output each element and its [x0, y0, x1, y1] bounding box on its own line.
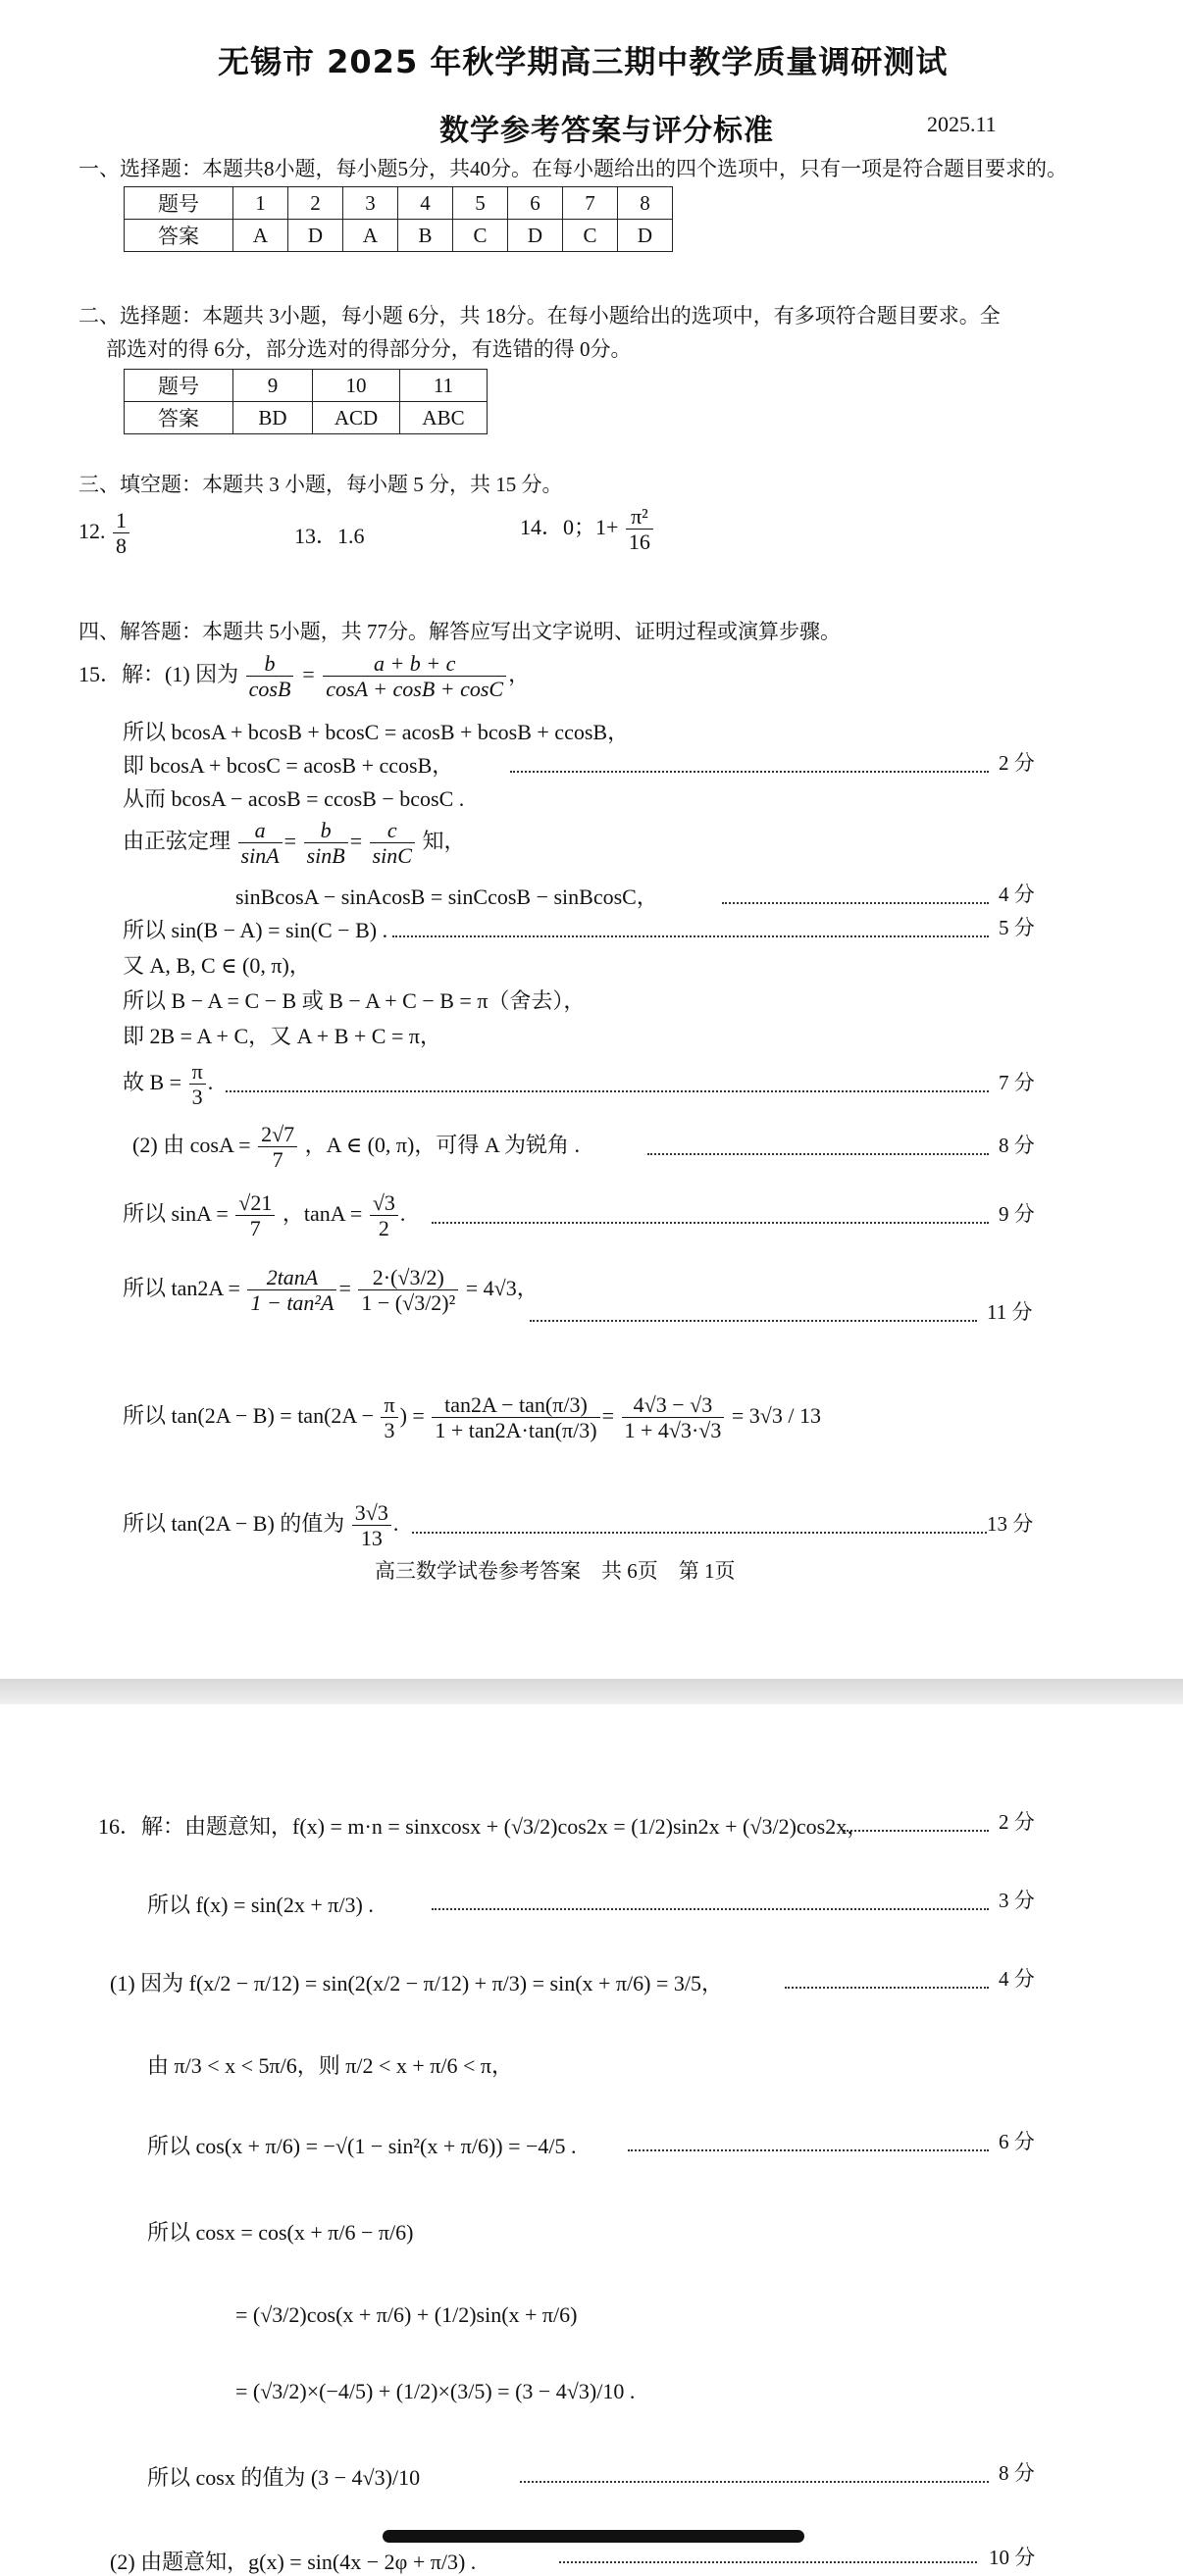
table-row	[125, 402, 488, 434]
fill-answer-14	[520, 504, 655, 555]
dot-leader	[559, 2561, 977, 2563]
q16-line-3: (1) 因为 f(x/2 − π/12) = sin(2(x/2 − π/12) + π/3) = sin(x + π/6) = 3/5，	[110, 1971, 724, 1995]
q15-line-11: 故 B = $\frac{\pi}{3}$ .	[123, 1059, 214, 1110]
tanA-label: ，tanA =	[282, 1200, 363, 1226]
q12-label: 12.	[78, 518, 106, 543]
q15-line-8: 又 A, B, C ∈ (0, π)，	[123, 953, 311, 978]
frac-num: a + b + c	[323, 651, 506, 677]
section-4-heading: 四、解答题：本题共 5小题，共 77分。解答应写出文字说明、证明过程或演算步骤。	[78, 620, 841, 643]
score-mark: 3 分	[999, 1889, 1035, 1912]
fraction	[113, 508, 129, 559]
table-cell: C	[563, 220, 618, 252]
table-cell: 5	[453, 187, 508, 220]
table-cell: B	[398, 220, 453, 252]
frac-den: sinC	[372, 843, 412, 869]
fraction	[381, 1392, 397, 1443]
fraction	[358, 1265, 458, 1316]
fraction	[432, 1392, 599, 1443]
fraction	[246, 651, 294, 702]
table-row	[125, 370, 488, 402]
frac-num: 2·(√3/2)	[358, 1265, 458, 1290]
table-cell: C	[453, 220, 508, 252]
frac-den: sinA	[240, 843, 280, 869]
dot-leader	[844, 1830, 989, 1832]
fraction	[304, 818, 348, 869]
table-cell: 10	[313, 370, 400, 402]
date-label: 2025.11	[927, 112, 997, 136]
fraction	[238, 818, 283, 869]
table-cell: 8	[618, 187, 673, 220]
dot-leader	[530, 1320, 977, 1322]
q15-line-16: 所以 tan(2A − B) 的值为 $\frac{3√3}{13}$ .	[123, 1500, 399, 1551]
dot-leader	[432, 1908, 989, 1910]
table-cell: 3	[343, 187, 398, 220]
q15-line-12	[132, 1122, 580, 1173]
tan2A-label: 所以 tan2A =	[123, 1275, 240, 1300]
dot-leader	[412, 1532, 987, 1534]
fraction	[352, 1500, 391, 1551]
frac-den: 3	[384, 1418, 395, 1443]
dot-leader	[785, 1987, 989, 1989]
answer-table-2	[124, 369, 488, 434]
frac-num: √3	[370, 1190, 398, 1216]
q15-line-15: 所以 tan(2A − B) = tan(2A − $\frac{\pi}{3}$ ) = $\frac{\tan 2A - \tan(\pi/3)}{1 + \tan 2A\cdot\tan(\pi/3)}$ = $\frac{4√3 - √3}{1 + 4√3\cdot√3}$ = 3√3 / 13	[123, 1392, 821, 1443]
table-cell: 题号	[125, 370, 233, 402]
table-row	[125, 220, 673, 252]
tan2A-result: = 4√3，	[465, 1275, 539, 1300]
frac-num: π	[381, 1392, 397, 1418]
q15-line-5: 由正弦定理 $\frac{a}{\sin A}$ = $\frac{b}{\sin B}$ = $\frac{c}{\sin C}$ 知，	[123, 818, 466, 869]
frac-num: π	[189, 1059, 206, 1085]
answer-table-1	[124, 186, 673, 252]
sinA-label: 所以 sinA =	[123, 1200, 229, 1226]
dot-leader	[510, 771, 989, 773]
q15-line-2: 所以 bcosA + bcosB + bcosC = acosB + bcosB + ccosB，	[123, 720, 630, 744]
q15-line-9: 所以 B − A = C − B 或 B − A + C − B = π（舍去），	[123, 988, 586, 1013]
frac-den: cosB	[248, 677, 291, 702]
frac-den: 1 − tan²A	[250, 1290, 334, 1316]
dot-leader	[647, 1153, 989, 1155]
section-2-heading-cont: 部选对的得 6分，部分选对的得部分分，有选错的得 0分。	[106, 337, 632, 361]
equals: =	[300, 661, 316, 686]
q15-line-4: 从而 bcosA − acosB = ccosB − bcosC .	[123, 786, 465, 811]
section-1-heading: 一、选择题：本题共8小题，每小题5分，共40分。在每小题给出的四个选项中，只有一项是符合题目要求的。	[78, 157, 1067, 180]
q15-line-1: 15．解：(1) 因为 $\frac{b}{\cos B}$ = $\frac{a + b + c}{\cos A + \cos B + \cos C}$ ，	[78, 651, 531, 702]
q15-part2-intro: (2) 由 cosA =	[132, 1132, 251, 1157]
fraction	[323, 651, 506, 702]
dot-leader	[392, 935, 989, 937]
page-title: 无锡市 2025 年秋学期高三期中教学质量调研测试	[218, 43, 949, 80]
q16-line-6: 所以 cosx = cos(x + π/6 − π/6)	[147, 2220, 414, 2245]
q15-line-13: 所以 sinA = $\frac{√21}{7}$ ，tanA = $\frac{√3}{2}$ .	[123, 1190, 406, 1241]
dot-leader	[226, 1090, 989, 1092]
table-cell: ABC	[400, 402, 488, 434]
frac-num: tan2A − tan(π/3)	[432, 1392, 599, 1418]
score-mark: 4 分	[999, 1967, 1035, 1991]
q15-part2-suffix: ，A ∈ (0, π)，可得 A 为锐角 .	[304, 1132, 581, 1157]
frac-num: 1	[113, 508, 129, 533]
q16-line-2: 所以 f(x) = sin(2x + π/3) .	[147, 1893, 374, 1917]
table-cell: 题号	[125, 187, 233, 220]
tan2AB-label: 所以 tan(2A − B) = tan(2A −	[123, 1402, 374, 1428]
frac-den: sinB	[306, 843, 345, 869]
home-indicator[interactable]	[383, 2530, 804, 2543]
table-cell: 1	[233, 187, 288, 220]
frac-den: 7	[272, 1147, 283, 1173]
fraction	[622, 1392, 725, 1443]
q15-line-7: 所以 sin(B − A) = sin(C − B) .	[123, 918, 388, 942]
q15-line-10: 即 2B = A + C，又 A + B + C = π，	[123, 1024, 441, 1048]
frac-den: 1 + 4√3·√3	[624, 1418, 722, 1443]
dot-leader	[520, 2481, 989, 2483]
page-subtitle: 数学参考答案与评分标准	[439, 114, 774, 148]
table-cell: 2	[288, 187, 343, 220]
score-mark: 9 分	[999, 1202, 1035, 1226]
fraction	[258, 1122, 297, 1173]
q16-line-4: 由 π/3 < x < 5π/6，则 π/2 < x + π/6 < π，	[147, 2053, 514, 2078]
q15-final: 所以 tan(2A − B) 的值为	[123, 1510, 345, 1536]
score-mark: 11 分	[987, 1300, 1033, 1324]
frac-den: 13	[360, 1526, 383, 1551]
frac-num: a	[238, 818, 283, 843]
table-cell: 答案	[125, 402, 233, 434]
dot-leader	[432, 1222, 989, 1224]
score-mark: 8 分	[999, 2461, 1035, 2485]
q15-line-3: 即 bcosA + bcosC = acosB + ccosB，	[123, 753, 454, 778]
q14-label: 14．0；1+	[520, 514, 619, 539]
q15-intro: 15．解：(1) 因为	[78, 661, 239, 686]
frac-den: 8	[116, 533, 127, 559]
tan2AB-result: = 3√3 / 13	[731, 1402, 821, 1428]
table-row	[125, 187, 673, 220]
table-cell: ACD	[313, 402, 400, 434]
fraction	[189, 1059, 206, 1110]
frac-den: 2	[378, 1216, 389, 1241]
fraction	[626, 504, 653, 555]
frac-den: 1 + tan2A·tan(π/3)	[435, 1418, 597, 1443]
q16-line-8: = (√3/2)×(−4/5) + (1/2)×(3/5) = (3 − 4√3)/10 .	[235, 2379, 636, 2403]
table-cell: 6	[508, 187, 563, 220]
score-mark: 8 分	[999, 1134, 1035, 1157]
q16-line-9: 所以 cosx 的值为 (3 − 4√3)/10	[147, 2465, 421, 2490]
frac-num: √21	[235, 1190, 275, 1216]
sine-rule-label: 由正弦定理	[123, 828, 231, 853]
frac-den: 1 − (√3/2)²	[361, 1290, 456, 1316]
q16-line-7: = (√3/2)cos(x + π/6) + (1/2)sin(x + π/6)	[235, 2302, 578, 2327]
fraction	[235, 1190, 275, 1241]
score-mark: 5 分	[999, 916, 1035, 939]
section-2-heading: 二、选择题：本题共 3小题，每小题 6分，共 18分。在每小题给出的选项中，有多项符合题目要求。全	[78, 304, 1001, 328]
q16-line-1: 16．解：由题意知，f(x) = m·n = sinxcosx + (√3/2)cos2x = (1/2)sin2x + (√3/2)cos2x，	[98, 1814, 869, 1839]
frac-den: cosA + cosB + cosC	[326, 677, 504, 702]
table-cell: A	[233, 220, 288, 252]
table-cell: 答案	[125, 220, 233, 252]
sine-rule-suffix: 知，	[422, 828, 466, 853]
dot-leader	[722, 902, 989, 904]
score-mark: 13 分	[987, 1512, 1034, 1536]
q15-line-6: sinBcosA − sinAcosB = sinCcosB − sinBcosC，	[235, 884, 658, 909]
table-cell: D	[508, 220, 563, 252]
score-mark: 4 分	[999, 883, 1035, 906]
table-cell: 7	[563, 187, 618, 220]
fill-answer-13: 13．1.6	[294, 524, 365, 548]
frac-num: 3√3	[352, 1500, 391, 1526]
page-footer: 高三数学试卷参考答案 共 6页 第 1页	[375, 1559, 736, 1583]
fraction	[247, 1265, 336, 1316]
frac-den: 7	[249, 1216, 261, 1241]
frac-num: π²	[626, 504, 653, 530]
fraction	[370, 1190, 398, 1241]
table-cell: A	[343, 220, 398, 252]
fill-answer-12	[78, 508, 131, 559]
q16-line-10: (2) 由题意知，g(x) = sin(4x − 2φ + π/3) .	[110, 2550, 477, 2574]
dot-leader	[628, 2149, 989, 2151]
frac-num: b	[246, 651, 294, 677]
frac-den: 16	[628, 530, 650, 555]
page-separator	[0, 1679, 1183, 1704]
score-mark: 2 分	[999, 751, 1035, 775]
score-mark: 6 分	[999, 2130, 1035, 2153]
score-mark: 10 分	[989, 2546, 1036, 2569]
frac-num: b	[304, 818, 348, 843]
section-3-heading: 三、填空题：本题共 3 小题，每小题 5 分，共 15 分。	[78, 473, 563, 496]
table-cell: 4	[398, 187, 453, 220]
q15-conclusion: 故 B =	[123, 1069, 182, 1094]
table-cell: 11	[400, 370, 488, 402]
score-mark: 2 分	[999, 1810, 1035, 1834]
frac-num: 4√3 − √3	[622, 1392, 725, 1418]
frac-den: 3	[191, 1085, 203, 1110]
table-cell: D	[618, 220, 673, 252]
table-cell: BD	[233, 402, 313, 434]
table-cell: 9	[233, 370, 313, 402]
q16-line-5: 所以 cos(x + π/6) = −√(1 − sin²(x + π/6)) = −4/5 .	[147, 2134, 577, 2158]
frac-num: 2√7	[258, 1122, 297, 1147]
table-cell: D	[288, 220, 343, 252]
frac-num: 2tanA	[247, 1265, 336, 1290]
q15-line-14: 所以 tan2A = $\frac{2\tan A}{\text{1 − tan²A}}$ = $\frac{2\cdot(√3/2)}{\text{1 − (√3/2)²}}$ = 4√3，	[123, 1265, 539, 1316]
frac-num: c	[370, 818, 415, 843]
fraction	[370, 818, 415, 869]
score-mark: 7 分	[999, 1071, 1035, 1094]
